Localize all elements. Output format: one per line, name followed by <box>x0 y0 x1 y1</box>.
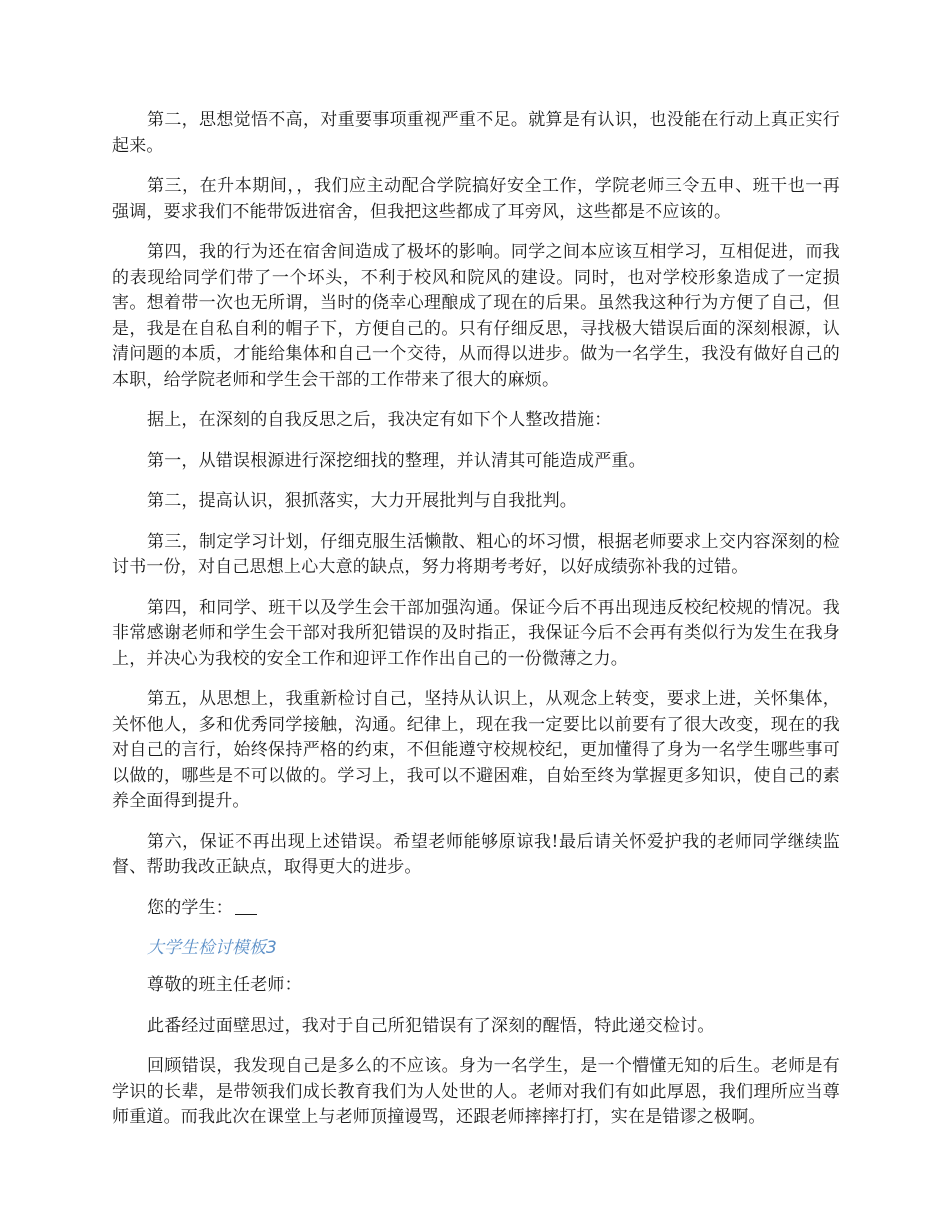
paragraph: 第四，我的行为还在宿舍间造成了极坏的影响。同学之间本应该互相学习，互相促进，而我的表现给同学们带了一个坏头，不利于校风和院风的建设。同时，也对学校形象造成了一定损害。想着带一次也无所谓，当时的侥幸心理酿成了现在的后果。虽然我这种行为方便了自己，但是，我是在自私自利的帽子下，方便自己的。只有仔细反思，寻找极大错误后面的深刻根源，认清问题的本质，才能给集体和自己一个交待，从而得以进步。做为一名学生，我没有做好自己的本职，给学院老师和学生会干部的工作带来了很大的麻烦。 <box>112 242 840 390</box>
paragraph: 第二，提高认识，狠抓落实，大力开展批判与自我批判。 <box>147 491 577 511</box>
salutation: 尊敬的班主任老师： <box>147 975 302 995</box>
section-heading: 大学生检讨模板3 <box>147 938 277 958</box>
paragraph: 第五，从思想上，我重新检讨自己，坚持从认识上，从观念上转变，要求上进，关怀集体，关怀他人，多和优秀同学接触，沟通。纪律上，现在我一定要比以前要有了很大改变，现在的我对自己的言行，始终保持严格的约束，不但能遵守校规校纪，更加懂得了身为一名学生哪些事可以做的，哪些是不可以做的。学习上，我可以不避困难，自始至终为掌握更多知识，使自己的素养全面得到提升。 <box>112 689 840 811</box>
paragraph: 第一，从错误根源进行深挖细找的整理，并认清其可能造成严重。 <box>147 450 646 471</box>
paragraph: 第三，制定学习计划，仔细克服生活懒散、粗心的坏习惯，根据老师要求上交内容深刻的检讨书一份，对自己思想上心大意的缺点，努力将期考考好，以好成绩弥补我的过错。 <box>112 531 840 577</box>
paragraph: 第二，思想觉悟不高，对重要事项重视严重不足。就算是有认识，也没能在行动上真正实行起来。 <box>112 110 840 156</box>
paragraph: 回顾错误，我发现自己是多么的不应该。身为一名学生，是一个懵懂无知的后生。老师是有学识的长辈，是带领我们成长教育我们为人处世的人。老师对我们有如此厚恩，我们理所应当尊师重道。而我此次在课堂上与老师顶撞谩骂，还跟老师摔摔打打，实在是错谬之极啊。 <box>112 1056 840 1127</box>
paragraph: 据上，在深刻的自我反思之后，我决定有如下个人整改措施： <box>147 410 612 430</box>
paragraph: 第三，在升本期间，，我们应主动配合学院搞好安全工作，学院老师三令五申、班干也一再强调，要求我们不能带饭进宿舍，但我把这些都成了耳旁风，这些都是不应该的。 <box>112 176 840 222</box>
signature-line <box>112 896 840 922</box>
paragraph: 此番经过面壁思过，我对于自己所犯错误有了深刻的醒悟，特此递交检讨。 <box>147 1015 715 1036</box>
signature-label: 您的学生： <box>147 897 233 918</box>
paragraph: 第四，和同学、班干以及学生会干部加强沟通。保证今后不再出现违反校纪校规的情况。我非常感谢老师和学生会干部对我所犯错误的及时指正，我保证今后不会再有类似行为发生在我身上，并决心为我校的安全工作和迎评工作作出自己的一份微薄之力。 <box>112 597 840 669</box>
paragraph: 第六，保证不再出现上述错误。希望老师能够原谅我!最后请关怀爱护我的老师同学继续监督、帮助我改正缺点，取得更大的进步。 <box>112 831 840 877</box>
signature-blank <box>235 897 257 915</box>
